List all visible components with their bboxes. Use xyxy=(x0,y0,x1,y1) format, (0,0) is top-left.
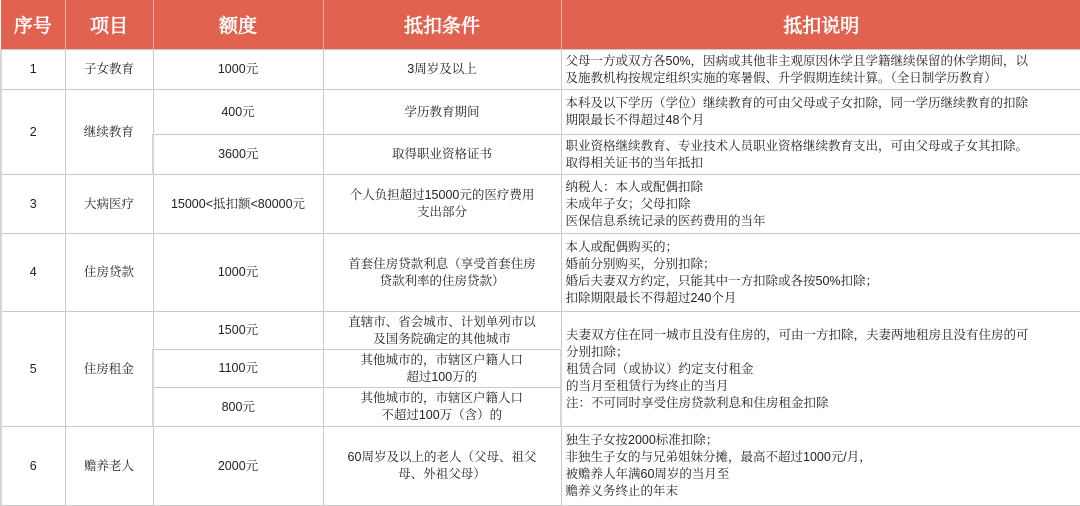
row-index: 6 xyxy=(1,427,65,506)
header-index: 序号 xyxy=(1,0,65,50)
row-item: 赡养老人 xyxy=(65,427,153,506)
header-row xyxy=(1,0,1080,50)
table-row xyxy=(1,234,1080,312)
row-amount: 1100元 xyxy=(153,350,323,388)
row-amount: 1000元 xyxy=(153,234,323,312)
row-index: 1 xyxy=(1,50,65,90)
row-amount: 1500元 xyxy=(153,312,323,350)
row-amount: 3600元 xyxy=(153,135,323,175)
table-row xyxy=(1,50,1080,90)
row-item: 继续教育 xyxy=(65,90,153,175)
row-index: 2 xyxy=(1,90,65,175)
table-row xyxy=(1,312,1080,350)
row-condition: 60周岁及以上的老人（父母、祖父 母、外祖父母） xyxy=(323,427,561,506)
header-item: 项目 xyxy=(65,0,153,50)
row-note: 独生子女按2000标准扣除； 非独生子女的与兄弟姐妹分摊，最高不超过1000元/月， 被赡养人年满60周岁的当月至 赡养义务终止的年末 xyxy=(561,427,1080,506)
header-condition: 抵扣条件 xyxy=(323,0,561,50)
row-item: 住房租金 xyxy=(65,312,153,427)
row-condition: 个人负担超过15000元的医疗费用 支出部分 xyxy=(323,175,561,234)
row-condition: 3周岁及以上 xyxy=(323,50,561,90)
row-item: 大病医疗 xyxy=(65,175,153,234)
table-row xyxy=(1,135,1080,175)
row-index: 4 xyxy=(1,234,65,312)
row-condition: 直辖市、省会城市、计划单列市以 及国务院确定的其他城市 xyxy=(323,312,561,350)
row-condition: 其他城市的，市辖区户籍人口 超过100万的 xyxy=(323,350,561,388)
row-note: 本人或配偶购买的； 婚前分别购买，分别扣除； 婚后夫妻双方约定，只能其中一方扣除或各按50%扣除； 扣除期限最长不得超过240个月 xyxy=(561,234,1080,312)
row-note: 纳税人：本人或配偶扣除 未成年子女；父母扣除 医保信息系统记录的医药费用的当年 xyxy=(561,175,1080,234)
row-item: 住房贷款 xyxy=(65,234,153,312)
row-note: 父母一方或双方各50%，因病或其他非主观原因休学且学籍继续保留的休学期间，以 及施教机构按规定组织实施的寒暑假、升学假期连续计算。（全日制学历教育） xyxy=(561,50,1080,90)
header-note: 抵扣说明 xyxy=(561,0,1080,50)
table-row xyxy=(1,427,1080,506)
row-index: 5 xyxy=(1,312,65,427)
row-amount: 2000元 xyxy=(153,427,323,506)
row-condition: 取得职业资格证书 xyxy=(323,135,561,175)
row-condition: 学历教育期间 xyxy=(323,90,561,135)
row-index: 3 xyxy=(1,175,65,234)
table-row xyxy=(1,175,1080,234)
row-item: 子女教育 xyxy=(65,50,153,90)
row-amount: 800元 xyxy=(153,388,323,427)
header-amount: 额度 xyxy=(153,0,323,50)
row-amount: 15000<抵扣额<80000元 xyxy=(153,175,323,234)
row-amount: 1000元 xyxy=(153,50,323,90)
row-amount: 400元 xyxy=(153,90,323,135)
table-row xyxy=(1,90,1080,135)
row-note: 职业资格继续教育、专业技术人员职业资格继续教育支出，可由父母或子女其扣除。 取得相关证书的当年抵扣 xyxy=(561,135,1080,175)
row-condition: 其他城市的，市辖区户籍人口 不超过100万（含）的 xyxy=(323,388,561,427)
row-note: 本科及以下学历（学位）继续教育的可由父母或子女扣除，同一学历继续教育的扣除 期限最长不得超过48个月 xyxy=(561,90,1080,135)
row-condition: 首套住房贷款利息（享受首套住房 贷款利率的住房贷款） xyxy=(323,234,561,312)
row-note: 夫妻双方住在同一城市且没有住房的，可由一方扣除，夫妻两地租房且没有住房的可 分别扣除； 租赁合同（或协议）约定支付租金 的当月至租赁行为终止的当月 注：不可同时享受住房贷款利息和住房租金扣除 xyxy=(561,312,1080,427)
